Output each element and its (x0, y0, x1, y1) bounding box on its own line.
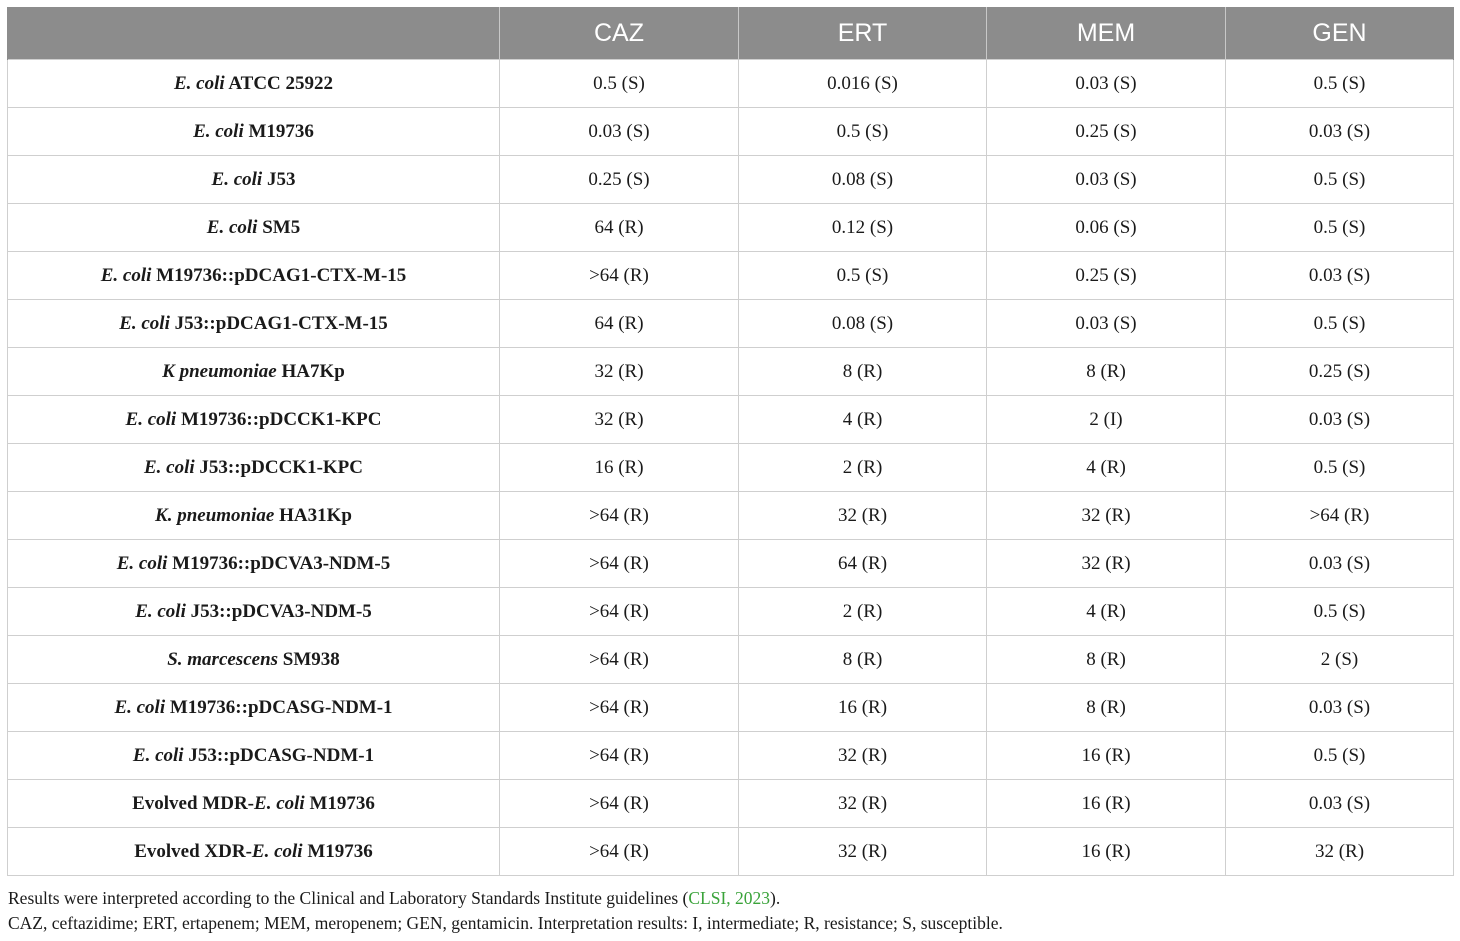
table-row (8, 204, 1454, 252)
citation-link[interactable]: CLSI, 2023 (688, 888, 771, 908)
strain-cell (8, 636, 500, 684)
mic-cell-caz: 0.25 (S) (500, 156, 739, 204)
mic-cell-mem: 8 (R) (987, 684, 1226, 732)
mic-cell-ert: 2 (R) (739, 588, 987, 636)
mic-cell-gen: 0.5 (S) (1226, 60, 1454, 108)
table-row (8, 108, 1454, 156)
table-footnotes (8, 886, 1448, 936)
strain-cell (8, 204, 500, 252)
strain-cell (8, 108, 500, 156)
mic-cell-gen: 0.03 (S) (1226, 540, 1454, 588)
table-row (8, 540, 1454, 588)
mic-cell-ert: 4 (R) (739, 396, 987, 444)
strain-label: J53::pDCCK1-KPC (194, 456, 364, 478)
table-row (8, 396, 1454, 444)
mic-cell-gen: >64 (R) (1226, 492, 1454, 540)
table-row (8, 732, 1454, 780)
mic-cell-caz: >64 (R) (500, 540, 739, 588)
mic-cell-ert: 0.5 (S) (739, 108, 987, 156)
mic-cell-caz: >64 (R) (500, 828, 739, 876)
mic-cell-mem: 0.06 (S) (987, 204, 1226, 252)
strain-species: S. marcescens (167, 648, 279, 670)
mic-cell-mem: 32 (R) (987, 540, 1226, 588)
strain-label: M19736::pDCCK1-KPC (176, 408, 382, 430)
strain-species: E. coli (193, 120, 244, 142)
strain-label: M19736::pDCAG1-CTX-M-15 (151, 264, 407, 286)
footnote-guidelines (8, 886, 1448, 911)
mic-cell-mem: 8 (R) (987, 636, 1226, 684)
mic-cell-gen: 0.03 (S) (1226, 252, 1454, 300)
mic-cell-mem: 8 (R) (987, 348, 1226, 396)
table-header (8, 8, 1454, 60)
mic-cell-gen: 0.5 (S) (1226, 444, 1454, 492)
mic-cell-caz: >64 (R) (500, 492, 739, 540)
strain-cell (8, 540, 500, 588)
strain-species: E. coli (251, 840, 303, 862)
strain-label: SM5 (257, 216, 301, 238)
strain-label: J53::pDCAG1-CTX-M-15 (169, 312, 388, 334)
mic-cell-ert: 64 (R) (739, 540, 987, 588)
strain-label: HA7Kp (276, 360, 345, 382)
table-row (8, 444, 1454, 492)
strain-species: E. coli (100, 264, 152, 286)
strain-label: J53::pDCVA3-NDM-5 (185, 600, 372, 622)
strain-label: J53::pDCASG-NDM-1 (183, 744, 375, 766)
mic-cell-ert: 16 (R) (739, 684, 987, 732)
mic-cell-ert: 0.08 (S) (739, 156, 987, 204)
header-row (8, 8, 1454, 60)
mic-table-container (7, 7, 1453, 876)
strain-species: K. pneumoniae (155, 504, 275, 526)
strain-species: E. coli (114, 696, 166, 718)
mic-cell-caz: 64 (R) (500, 204, 739, 252)
strain-species: E. coli (125, 408, 177, 430)
strain-species: E. coli (135, 600, 186, 622)
strain-label: M19736 (302, 840, 373, 862)
strain-label: M19736 (304, 792, 375, 814)
mic-cell-gen: 0.03 (S) (1226, 684, 1454, 732)
table-row (8, 60, 1454, 108)
strain-label: HA31Kp (274, 504, 352, 526)
mic-cell-ert: 0.12 (S) (739, 204, 987, 252)
strain-species: E. coli (206, 216, 258, 238)
mic-cell-mem: 0.03 (S) (987, 60, 1226, 108)
mic-cell-ert: 32 (R) (739, 732, 987, 780)
strain-cell (8, 348, 500, 396)
header-ert: ERT (739, 8, 987, 60)
table-row (8, 780, 1454, 828)
strain-label: Evolved XDR- (134, 840, 252, 862)
mic-table (7, 7, 1454, 876)
mic-cell-mem: 2 (I) (987, 396, 1226, 444)
strain-cell (8, 444, 500, 492)
mic-cell-mem: 16 (R) (987, 828, 1226, 876)
strain-species: E. coli (143, 456, 195, 478)
strain-cell (8, 60, 500, 108)
strain-species: E. coli (116, 552, 168, 574)
mic-cell-gen: 0.5 (S) (1226, 204, 1454, 252)
mic-cell-caz: 64 (R) (500, 300, 739, 348)
mic-cell-gen: 0.03 (S) (1226, 108, 1454, 156)
mic-cell-gen: 0.25 (S) (1226, 348, 1454, 396)
mic-cell-ert: 8 (R) (739, 636, 987, 684)
mic-cell-mem: 16 (R) (987, 780, 1226, 828)
strain-label: SM938 (278, 648, 340, 670)
table-row (8, 252, 1454, 300)
mic-cell-gen: 0.5 (S) (1226, 588, 1454, 636)
table-row (8, 348, 1454, 396)
mic-cell-gen: 0.5 (S) (1226, 156, 1454, 204)
table-row (8, 684, 1454, 732)
table-body (8, 60, 1454, 876)
mic-cell-caz: 16 (R) (500, 444, 739, 492)
mic-cell-ert: 32 (R) (739, 492, 987, 540)
mic-cell-ert: 0.016 (S) (739, 60, 987, 108)
mic-cell-caz: >64 (R) (500, 252, 739, 300)
mic-cell-ert: 8 (R) (739, 348, 987, 396)
strain-species: E. coli (211, 168, 263, 190)
strain-label: Evolved MDR- (132, 792, 255, 814)
mic-cell-gen: 0.03 (S) (1226, 780, 1454, 828)
footnote-guidelines-end: ). (770, 888, 781, 908)
mic-cell-mem: 32 (R) (987, 492, 1226, 540)
strain-cell (8, 156, 500, 204)
header-mem: MEM (987, 8, 1226, 60)
mic-cell-ert: 0.5 (S) (739, 252, 987, 300)
mic-cell-caz: >64 (R) (500, 780, 739, 828)
strain-label: M19736 (243, 120, 314, 142)
strain-cell (8, 828, 500, 876)
mic-cell-ert: 0.08 (S) (739, 300, 987, 348)
mic-cell-gen: 0.5 (S) (1226, 732, 1454, 780)
strain-cell (8, 396, 500, 444)
mic-cell-caz: 32 (R) (500, 396, 739, 444)
header-caz: CAZ (500, 8, 739, 60)
strain-species: E. coli (119, 312, 170, 334)
strain-species: E. coli (173, 72, 225, 94)
footnote-abbreviations: CAZ, ceftazidime; ERT, ertapenem; MEM, meropenem; GEN, gentamicin. Interpretation results: I, intermediate; R, resistance; S, susceptible. (8, 913, 1003, 933)
mic-cell-mem: 4 (R) (987, 444, 1226, 492)
strain-cell (8, 588, 500, 636)
footnote-guidelines-text: Results were interpreted according to the Clinical and Laboratory Standards Institute guidelines ( (8, 888, 689, 908)
strain-label: M19736::pDCASG-NDM-1 (165, 696, 393, 718)
strain-label: J53 (262, 168, 296, 190)
strain-cell (8, 780, 500, 828)
mic-cell-caz: >64 (R) (500, 636, 739, 684)
mic-cell-mem: 16 (R) (987, 732, 1226, 780)
mic-cell-ert: 2 (R) (739, 444, 987, 492)
mic-cell-mem: 0.25 (S) (987, 108, 1226, 156)
mic-cell-mem: 0.03 (S) (987, 156, 1226, 204)
mic-cell-mem: 0.03 (S) (987, 300, 1226, 348)
mic-cell-gen: 2 (S) (1226, 636, 1454, 684)
strain-species: E. coli (254, 792, 305, 814)
mic-cell-caz: 0.03 (S) (500, 108, 739, 156)
table-row (8, 492, 1454, 540)
mic-cell-caz: >64 (R) (500, 684, 739, 732)
strain-cell (8, 492, 500, 540)
header-strain (8, 8, 500, 60)
mic-cell-mem: 4 (R) (987, 588, 1226, 636)
table-row (8, 300, 1454, 348)
strain-species: E. coli (132, 744, 184, 766)
table-row (8, 588, 1454, 636)
mic-cell-caz: 32 (R) (500, 348, 739, 396)
mic-cell-gen: 32 (R) (1226, 828, 1454, 876)
mic-cell-gen: 0.03 (S) (1226, 396, 1454, 444)
mic-cell-caz: >64 (R) (500, 732, 739, 780)
header-gen: GEN (1226, 8, 1454, 60)
strain-label: ATCC 25922 (224, 72, 334, 94)
strain-cell (8, 732, 500, 780)
mic-cell-gen: 0.5 (S) (1226, 300, 1454, 348)
mic-cell-ert: 32 (R) (739, 780, 987, 828)
mic-cell-caz: >64 (R) (500, 588, 739, 636)
strain-species: K pneumoniae (162, 360, 277, 382)
strain-cell (8, 300, 500, 348)
mic-cell-ert: 32 (R) (739, 828, 987, 876)
table-row (8, 636, 1454, 684)
table-row (8, 156, 1454, 204)
table-row (8, 828, 1454, 876)
strain-cell (8, 684, 500, 732)
strain-cell (8, 252, 500, 300)
mic-cell-mem: 0.25 (S) (987, 252, 1226, 300)
mic-cell-caz: 0.5 (S) (500, 60, 739, 108)
strain-label: M19736::pDCVA3-NDM-5 (167, 552, 391, 574)
